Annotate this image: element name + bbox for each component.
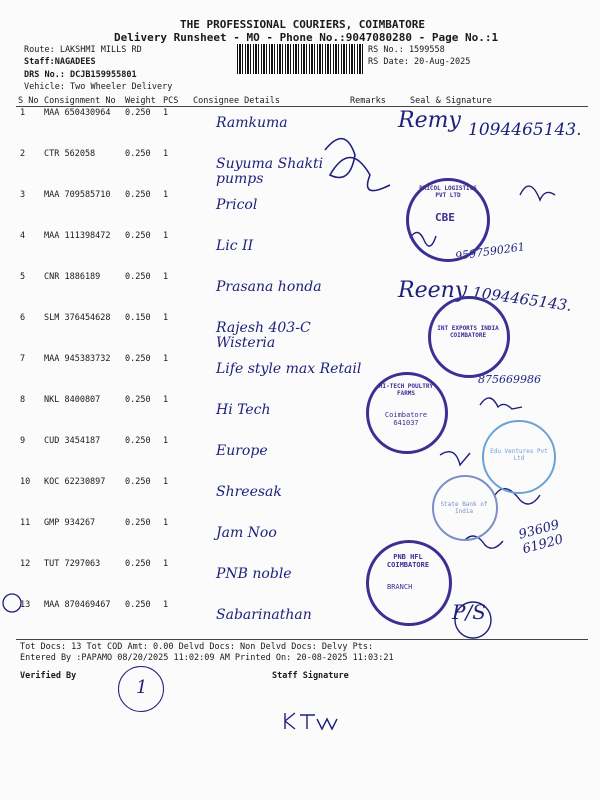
row-consignee: Rajesh 403-C Wisteria [216, 320, 311, 351]
row-pcs: 1 [163, 108, 169, 118]
sbi-stamp-text: State Bank of India [440, 501, 488, 515]
row-sno: 9 [20, 436, 26, 446]
col-remarks: Remarks [350, 96, 386, 106]
row-pcs: 1 [163, 149, 169, 159]
row-weight: 0.250 [125, 190, 151, 200]
row-weight: 0.250 [125, 600, 151, 610]
row-consignee: Shreesak [216, 484, 282, 500]
row-consignee: PNB noble [216, 566, 292, 582]
signature-2-scribble [325, 139, 390, 191]
hitech-stamp [366, 372, 448, 454]
staff-label: Staff:NAGADEES [24, 57, 96, 67]
signature-3-scribble [520, 186, 555, 200]
hitech-stamp-text: HI-TECH POULTRY FARMS [378, 383, 434, 397]
pricol-stamp [406, 178, 490, 262]
row-sno: 2 [20, 149, 26, 159]
col-consignment: Consignment No [44, 96, 116, 106]
pnb-hfl-stamp [366, 540, 452, 626]
row-pcs: 1 [163, 477, 169, 487]
signature-8-scribble [480, 398, 522, 409]
row-sno: 12 [20, 559, 31, 569]
pnb-hfl-stamp-text: PNB HFL COIMBATORE [386, 553, 430, 569]
row-consignee: Lic II [216, 238, 254, 254]
row-consignment: CUD 3454187 [44, 436, 101, 446]
row-pcs: 1 [163, 313, 169, 323]
row-consignment: MAA 945383732 [44, 354, 111, 364]
staff-signature-label: Staff Signature [272, 671, 349, 681]
int-exports-stamp [428, 296, 510, 378]
signature-11-number: 93609 61920 [517, 517, 565, 558]
row-consignee: Pricol [216, 197, 258, 213]
row-weight: 0.250 [125, 518, 151, 528]
drs-number: DRS No.: DCJB159955801 [24, 70, 137, 80]
signature-1: Remy [398, 108, 461, 133]
row-weight: 0.250 [125, 559, 151, 569]
row-consignee: Jam Noo [216, 525, 277, 541]
signature-9-scribble [440, 452, 470, 465]
signature-5: Reeny [398, 278, 468, 303]
row-pcs: 1 [163, 600, 169, 610]
verified-mark-circle [118, 666, 164, 712]
row-consignment: MAA 650430964 [44, 108, 111, 118]
col-sno: S No [18, 96, 39, 106]
col-weight: Weight [125, 96, 156, 106]
row-weight: 0.250 [125, 108, 151, 118]
row-sno: 7 [20, 354, 26, 364]
row-weight: 0.250 [125, 149, 151, 159]
row-consignment: SLM 376454628 [44, 313, 111, 323]
row-weight: 0.250 [125, 231, 151, 241]
col-seal: Seal & Signature [410, 96, 492, 106]
col-consignee: Consignee Details [193, 96, 280, 106]
row-pcs: 1 [163, 518, 169, 528]
pricol-stamp-text: PRICOL LOGISTICS PVT LTD [419, 185, 477, 199]
row-consignment: MAA 870469467 [44, 600, 111, 610]
runsheet-subtitle: Delivery Runsheet - MO - Phone No.:9047080280 - Page No.:1 [114, 31, 499, 44]
row-sno: 6 [20, 313, 26, 323]
signature-5-phone: 1094465143. [471, 283, 573, 315]
row-consignee: Prasana honda [216, 279, 322, 295]
company-title: THE PROFESSIONAL COURIERS, COIMBATORE [180, 18, 426, 31]
signature-7-phone: 875669986 [478, 373, 541, 386]
row-pcs: 1 [163, 395, 169, 405]
hitech-stamp-inner: Coimbatore 641037 [384, 411, 428, 427]
row-consignee: Sabarinathan [216, 607, 312, 623]
row-pcs: 1 [163, 231, 169, 241]
footer-entered: Entered By :PAPAMO 08/20/2025 11:02:09 AM Printed On: 20-08-2025 11:03:21 [20, 653, 394, 663]
row-consignment: TUT 7297063 [44, 559, 101, 569]
row-sno: 13 [20, 600, 31, 610]
row-sno: 5 [20, 272, 26, 282]
row-sno: 4 [20, 231, 26, 241]
pricol-stamp-inner: CBE [435, 211, 455, 224]
row-pcs: 1 [163, 190, 169, 200]
row-consignment: MAA 111398472 [44, 231, 111, 241]
row-consignment: MAA 709585710 [44, 190, 111, 200]
row-consignee: Life style max Retail [216, 361, 362, 377]
signature-13-mark: P/S [452, 600, 486, 624]
signature-1-phone: 1094465143. [468, 120, 582, 140]
row-pcs: 1 [163, 436, 169, 446]
row-sno: 8 [20, 395, 26, 405]
row-weight: 0.250 [125, 354, 151, 364]
verified-mark: 1 [136, 677, 148, 698]
verified-by-label: Verified By [20, 671, 77, 681]
row-sno: 10 [20, 477, 31, 487]
row-sno: 11 [20, 518, 31, 528]
row-consignment: CNR 1886189 [44, 272, 101, 282]
row-weight: 0.250 [125, 395, 151, 405]
edu-ventures-stamp-text: Edu Ventures Pvt Ltd [490, 448, 548, 462]
row-weight: 0.250 [125, 477, 151, 487]
row-consignee: Ramkuma [216, 115, 288, 131]
footer-totals: Tot Docs: 13 Tot COD Amt: 0.00 Delvd Docs: Non Delvd Docs: Delvy Pts: [20, 642, 374, 652]
row-consignee: Suyuma Shakti pumps [216, 156, 324, 187]
row-sno: 3 [20, 190, 26, 200]
rs-number: RS No.: 1599558 [368, 45, 445, 55]
row-consignment: NKL 8400807 [44, 395, 101, 405]
row-weight: 0.250 [125, 272, 151, 282]
route-label: Route: LAKSHMI MILLS RD [24, 45, 142, 55]
col-pcs: PCS [163, 96, 179, 106]
signature-13-circle [455, 602, 491, 638]
row-sno: 1 [20, 108, 26, 118]
vehicle-label: Vehicle: Two Wheeler Delivery [24, 82, 173, 92]
signature-4-phone: 9597590261 [454, 240, 526, 263]
row-pcs: 1 [163, 559, 169, 569]
row-consignment: CTR 562058 [44, 149, 96, 159]
row-weight: 0.250 [125, 436, 151, 446]
footer-rule [16, 639, 588, 640]
row-pcs: 1 [163, 272, 169, 282]
staff-signature-scribble [285, 713, 337, 729]
edu-ventures-stamp [482, 420, 556, 494]
sbi-stamp [432, 475, 498, 541]
rs-date: RS Date: 20-Aug-2025 [368, 57, 471, 67]
pnb-hfl-stamp-inner: BRANCH [387, 583, 413, 591]
row-pcs: 1 [163, 354, 169, 364]
int-exports-stamp-text: INT EXPORTS INDIA COIMBATORE [437, 325, 499, 339]
row-consignee: Hi Tech [216, 402, 271, 418]
row-consignment: GMP 934267 [44, 518, 96, 528]
row-consignment: KOC 62230897 [44, 477, 106, 487]
row-13-circle [3, 594, 21, 612]
row-weight: 0.150 [125, 313, 151, 323]
row-consignee: Europe [216, 443, 268, 459]
